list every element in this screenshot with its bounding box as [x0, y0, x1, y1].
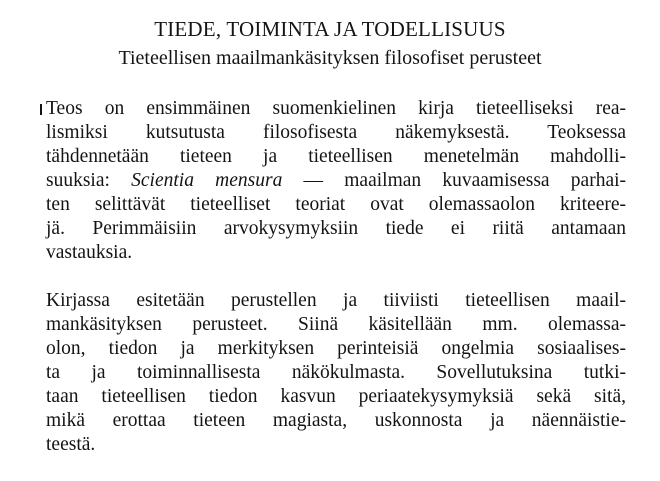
- paragraph-line: olon, tiedon ja merkityksen perinteisiä ongelmia sosiaalises-: [46, 338, 626, 359]
- paragraph-line: ten selittävät tieteelliset teoriat ovat olemassaolon kriteere-: [46, 194, 626, 215]
- paragraph-line: [46, 169, 626, 193]
- paragraph-line: mankäsityksen perusteet. Siinä käsitellään mm. olemassa-: [46, 314, 626, 335]
- italic-phrase: Scientia mensura: [131, 170, 283, 191]
- paragraph-line: Teos on ensimmäinen suomenkielinen kirja tieteelliseksi rea-: [46, 98, 626, 119]
- paragraph-line: Kirjassa esitetään perustellen ja tiiviisti tieteellisen maail-: [46, 290, 626, 311]
- paragraph-line: lismiksi kutsutusta filosofisesta näkemyksestä. Teoksessa: [46, 122, 626, 143]
- paragraph-line: ta ja toiminnallisesta näkökulmasta. Sovellutuksina tutki-: [46, 362, 626, 383]
- paragraph-line: mikä erottaa tieteen magiasta, uskonnosta ja näennäistie-: [46, 410, 626, 431]
- document-subtitle: Tieteellisen maailmankäsityksen filosofiset perusteet: [118, 47, 542, 69]
- paragraph-2: [46, 289, 626, 457]
- line-text: suuksia:: [46, 170, 132, 191]
- paragraph-line: teestä.: [46, 434, 96, 455]
- margin-mark: [40, 104, 42, 115]
- paragraph-line: vastauksia.: [46, 242, 133, 263]
- paragraph-1: [46, 97, 626, 265]
- document-title: TIEDE, TOIMINTA JA TODELLISUUS: [154, 17, 506, 41]
- paragraph-line: jä. Perimmäisiin arvokysymyksiin tiede ei riitä antamaan: [46, 218, 626, 239]
- paragraph-line: taan tieteellisen tiedon kasvun periaatekysymyksiä sekä sitä,: [46, 386, 626, 407]
- line-text: — maailman kuvaamisessa parhai-: [282, 170, 627, 191]
- paragraph-line: tähdennetään tieteen ja tieteellisen menetelmän mahdolli-: [46, 146, 626, 167]
